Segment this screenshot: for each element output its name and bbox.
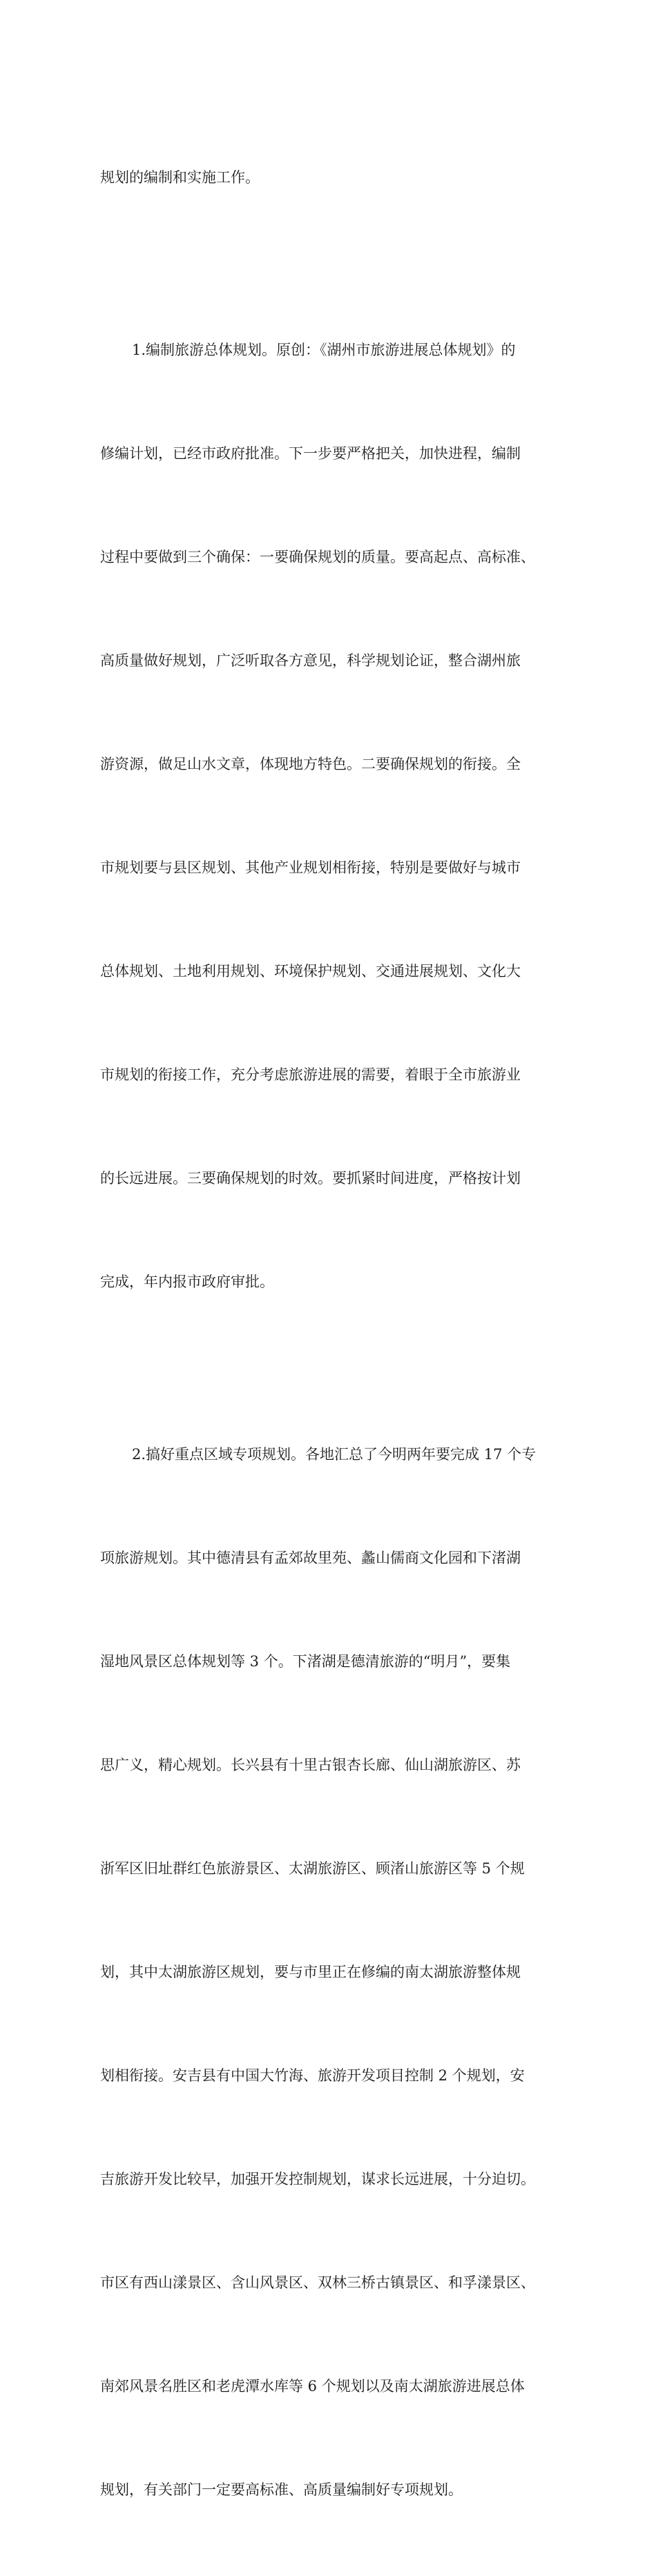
text-line: 湿地风景区总体规划等 3 个。下渚湖是德清旅游的“明月”，要集: [100, 1653, 511, 1670]
document-body: [100, 91, 559, 2576]
text-line: 规划的编制和实施工作。: [100, 169, 260, 186]
text-line: 1.编制旅游总体规划。原创：《湖州市旅游进展总体规划》的: [132, 342, 516, 358]
text-line: 过程中要做到三个确保：一要确保规划的质量。要高起点、高标准、: [100, 549, 535, 565]
text-line: 浙军区旧址群红色旅游景区、太湖旅游区、顾渚山旅游区等 5 个规: [100, 1860, 525, 1877]
paragraph-continuation: [100, 91, 559, 264]
paragraph-special-plans: [100, 1368, 559, 2576]
text-line: 的长远进展。三要确保规划的时效。要抓紧时间进度，严格按计划: [100, 1170, 521, 1187]
text-line: 划，其中太湖旅游区规划，要与市里正在修编的南太湖旅游整体规: [100, 1964, 521, 1980]
text-line: 市区有西山漾景区、含山风景区、双林三桥古镇景区、和孚漾景区、: [100, 2274, 535, 2291]
paragraph-general-plan: [100, 264, 559, 1368]
text-line: 市规划要与县区规划、其他产业规划相衔接，特别是要做好与城市: [100, 859, 521, 876]
text-line: 思广义，精心规划。长兴县有十里古银杏长廊、仙山湖旅游区、苏: [100, 1757, 521, 1773]
text-line: 规划，有关部门一定要高标准、高质量编制好专项规划。: [100, 2481, 463, 2498]
text-line: 吉旅游开发比较早，加强开发控制规划，谋求长远进展，十分迫切。: [100, 2171, 535, 2187]
text-line: 高质量做好规划，广泛听取各方意见，科学规划论证，整合湖州旅: [100, 652, 521, 669]
text-line: 划相衔接。安吉县有中国大竹海、旅游开发项目控制 2 个规划，安: [100, 2067, 525, 2084]
text-line: 项旅游规划。其中德清县有孟郊故里苑、蠡山儒商文化园和下渚湖: [100, 1550, 521, 1566]
text-line: 总体规划、土地利用规划、环境保护规划、交通进展规划、文化大: [100, 963, 521, 979]
text-line: 修编计划，已经市政府批准。下一步要严格把关，加快进程，编制: [100, 445, 521, 462]
text-line: 2.搞好重点区域专项规划。各地汇总了今明两年要完成 17 个专: [132, 1446, 537, 1463]
text-line: 游资源，做足山水文章，体现地方特色。二要确保规划的衔接。全: [100, 756, 521, 772]
text-line: 完成，年内报市政府审批。: [100, 1274, 274, 1290]
text-line: 南郊风景名胜区和老虎潭水库等 6 个规划以及南太湖旅游进展总体: [100, 2378, 525, 2394]
text-line: 市规划的衔接工作，充分考虑旅游进展的需要，着眼于全市旅游业: [100, 1066, 521, 1083]
